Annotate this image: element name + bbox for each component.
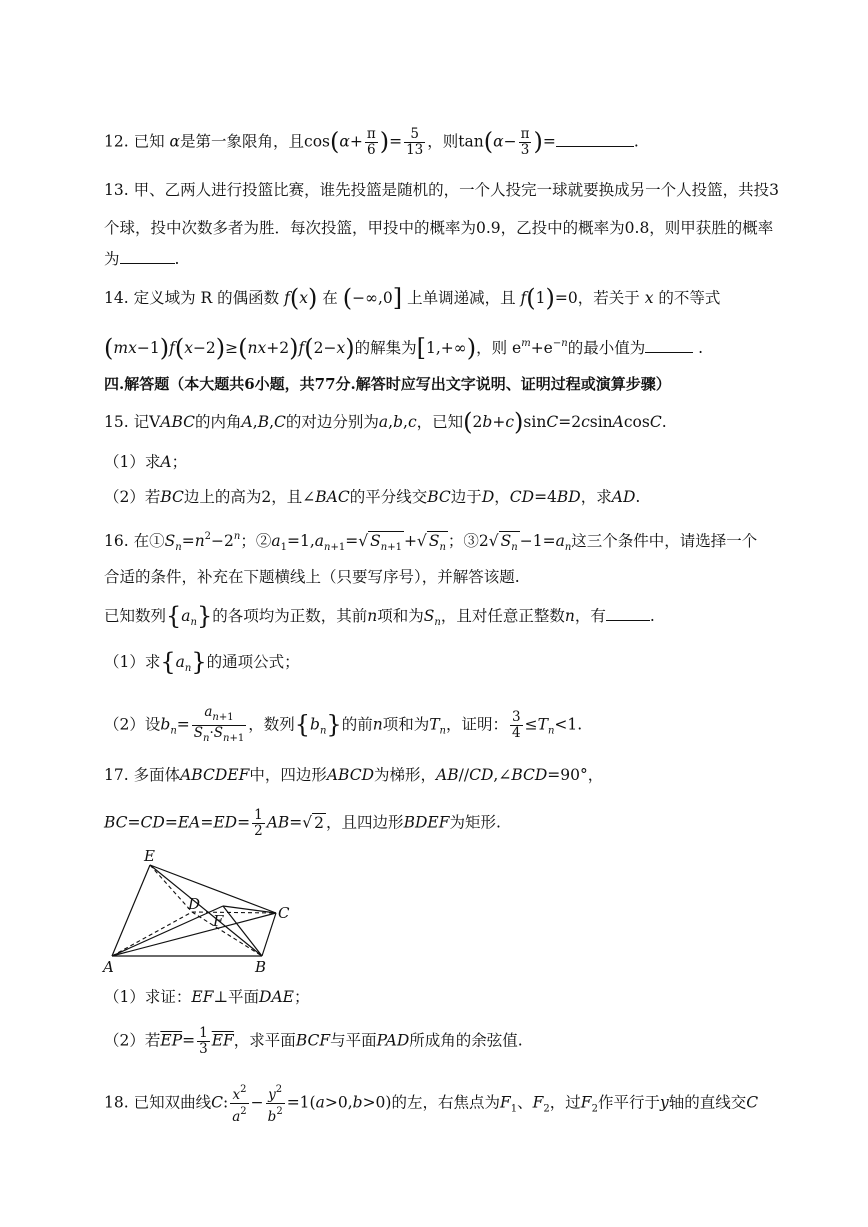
- label-B: B: [255, 958, 267, 976]
- question-13-line2: 个球，投中次数多者为胜．每次投篮，甲投中的概率为0.9，乙投中的概率为0.8，则甲获胜的概率: [104, 219, 774, 237]
- question-17-part2: （2）若$\overline{EP}=$ $\frac{1}{3}$ $\overline{EF}$，求平面BCF与平面PAD所成角的余弦值.: [104, 1025, 523, 1057]
- question-17-line2: BC=CD=EA=ED= $\frac{1}{2}$ AB=√ 2 ，且四边形BDEF为矩形.: [104, 807, 501, 839]
- question-13-line3: 为 .: [104, 250, 180, 268]
- question-15: 15. 记VABC的内角A,B,C的对边分别为a,b,c，已知(2b+c)sinC=2csinAcosC.: [104, 408, 667, 436]
- question-16-part1: （1）求$\{a_n\}$的通项公式；: [104, 648, 300, 676]
- question-14-line2: (mx−1)f(x−2)≥(nx+2)f(2−x)的解集为[1,+∞)，则 $e^m+e^{-n}$的最小值为 .: [104, 334, 704, 362]
- question-15-part1: （1）求A；: [104, 453, 188, 471]
- question-18: 18. 已知双曲线C: $\frac{x^2}{a^2}$ − $\frac{y^2}{b^2}$ =1(a>0,b>0)的左，右焦点为$F_1$、$F_2$，过$F_2$作平行于y轴的直线交C: [104, 1084, 759, 1125]
- question-17-part1: （1）求证：EF⊥平面DAE；: [104, 988, 310, 1006]
- question-17-line1: 17. 多面体ABCDEF中，四边形ABCD为梯形，AB//CD,∠BCD=90°，: [104, 766, 604, 784]
- label-E: E: [144, 847, 155, 865]
- section-4-heading: 四.解答题（本大题共6小题，共77分.解答时应写出文字说明、证明过程或演算步骤）: [104, 375, 671, 393]
- question-15-part2: （2）若BC边上的高为2，且∠BAC的平分线交BC边于D，CD=4BD，求AD.: [104, 488, 641, 506]
- answer-blank-16[interactable]: [606, 606, 650, 621]
- label-F: F: [213, 912, 224, 930]
- question-16-line2: 合适的条件，补充在下题横线上（只要写序号），并解答该题.: [104, 568, 520, 586]
- label-D: D: [188, 895, 201, 913]
- polyhedron-figure: [100, 843, 300, 978]
- question-12: 12. 已知 α是第一象限角，且cos(α+ $\frac{\pi}{6}$ )= $\frac{5}{13}$ ，则tan(α− $\frac{\pi}{3}$ )= .: [104, 126, 639, 158]
- answer-blank-13[interactable]: [120, 249, 175, 264]
- question-16-line3: 已知数列$\{a_n\}$的各项均为正数，其前n项和为$S_n$，且对任意正整数n，有 .: [104, 602, 655, 630]
- question-16-part2: （2）设$b_n=$ $\frac{a_{n+1}}{S_n\cdot S_{n+1}}$ ，数列$\{b_n\}$的前n项和为$T_n$，证明： $\frac{3}{4}$ $\le T_n<1$.: [104, 704, 583, 744]
- question-16-line1: 16. 在$①S_n=n^2-2^n$；$②a_1=1,a_{n+1}=√$ $S_{n+1}$ +√ $S_n$ ；③2√ $S_n -1=a_n$这三个条件中，请选择一个: [104, 531, 758, 553]
- question-13-line1: 13. 甲、乙两人进行投篮比赛，谁先投篮是随机的，一个人投完一球就要换成另一个人投篮，共投3: [104, 181, 779, 199]
- label-A: A: [103, 958, 114, 976]
- question-14-line1: 14. 定义域为 R 的偶函数 f(x) 在 (−∞,0] 上单调递减，且 f(1)=0，若关于 x 的不等式: [104, 284, 721, 312]
- answer-blank-12[interactable]: [556, 132, 634, 147]
- label-C: C: [278, 904, 290, 922]
- answer-blank-14[interactable]: [645, 338, 693, 353]
